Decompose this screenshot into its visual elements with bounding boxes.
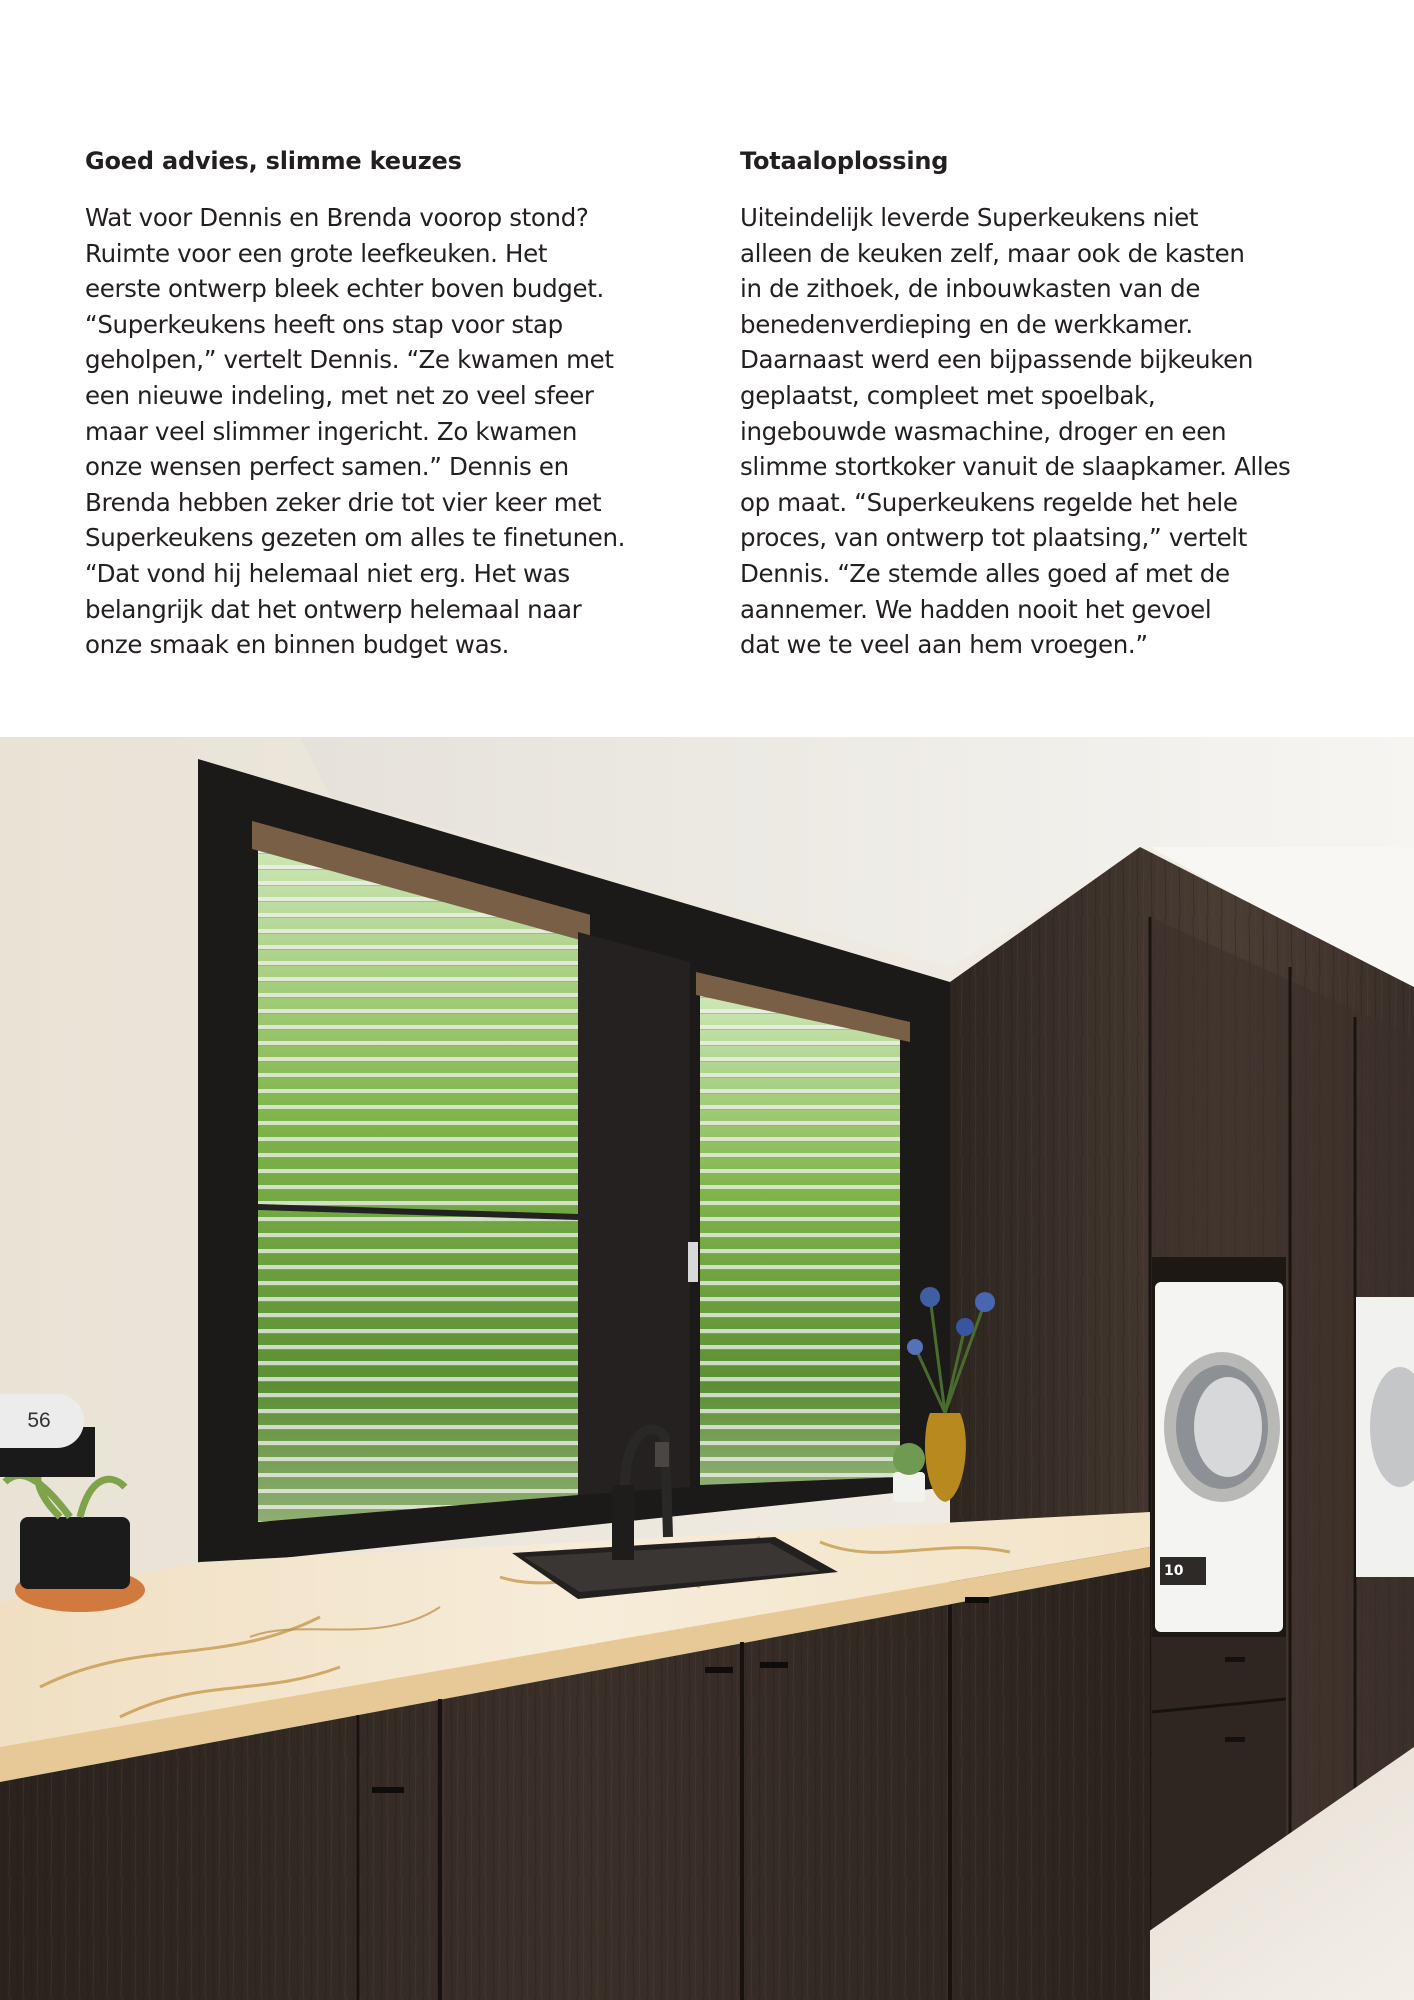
- left-column-heading: Goed advies, slimme keuzes: [85, 147, 462, 175]
- right-column-body: Uiteindelijk leverde Superkeukens niet alleen de keuken zelf, maar ook de kasten in de zithoek, de inbouwkasten van de benedenverdieping en de werkkamer. Daarnaast werd een bijpassende bijkeuken geplaatst, compleet met spoelbak, ingebouwde wasmachine, droger en een slimme stortkoker vanuit de slaapkamer. Alles op maat. “Superkeukens regelde het hele proces, van ontwerp tot plaatsing,” vertelt Dennis. “Ze stemde alles goed af met de aannemer. We hadden nooit het gevoel dat we te veel aan hem vroegen.”: [740, 203, 1291, 660]
- page-number: 56: [0, 1394, 84, 1448]
- right-column: [740, 144, 1312, 663]
- appliance-energy-label: 10: [1164, 1563, 1184, 1579]
- left-column-body: Wat voor Dennis en Brenda voorop stond? Ruimte voor een grote leefkeuken. Het eerste ontwerp bleek echter boven budget. “Superkeukens heeft ons stap voor stap geholpen,” vertelt Dennis. “Ze kwamen met een nieuwe indeling, met net zo veel sfeer maar veel slimmer ingericht. Zo kwamen onze wensen perfect samen.” Dennis en Brenda hebben zeker drie tot vier keer met Superkeukens gezeten om alles te finetunen. “Dat vond hij helemaal niet erg. Het was belangrijk dat het ontwerp helemaal naar onze smaak en binnen budget was.: [85, 203, 626, 660]
- right-column-heading: Totaaloplossing: [740, 147, 949, 175]
- left-column: [85, 144, 657, 663]
- utility-kitchen-photo: [0, 737, 1414, 2000]
